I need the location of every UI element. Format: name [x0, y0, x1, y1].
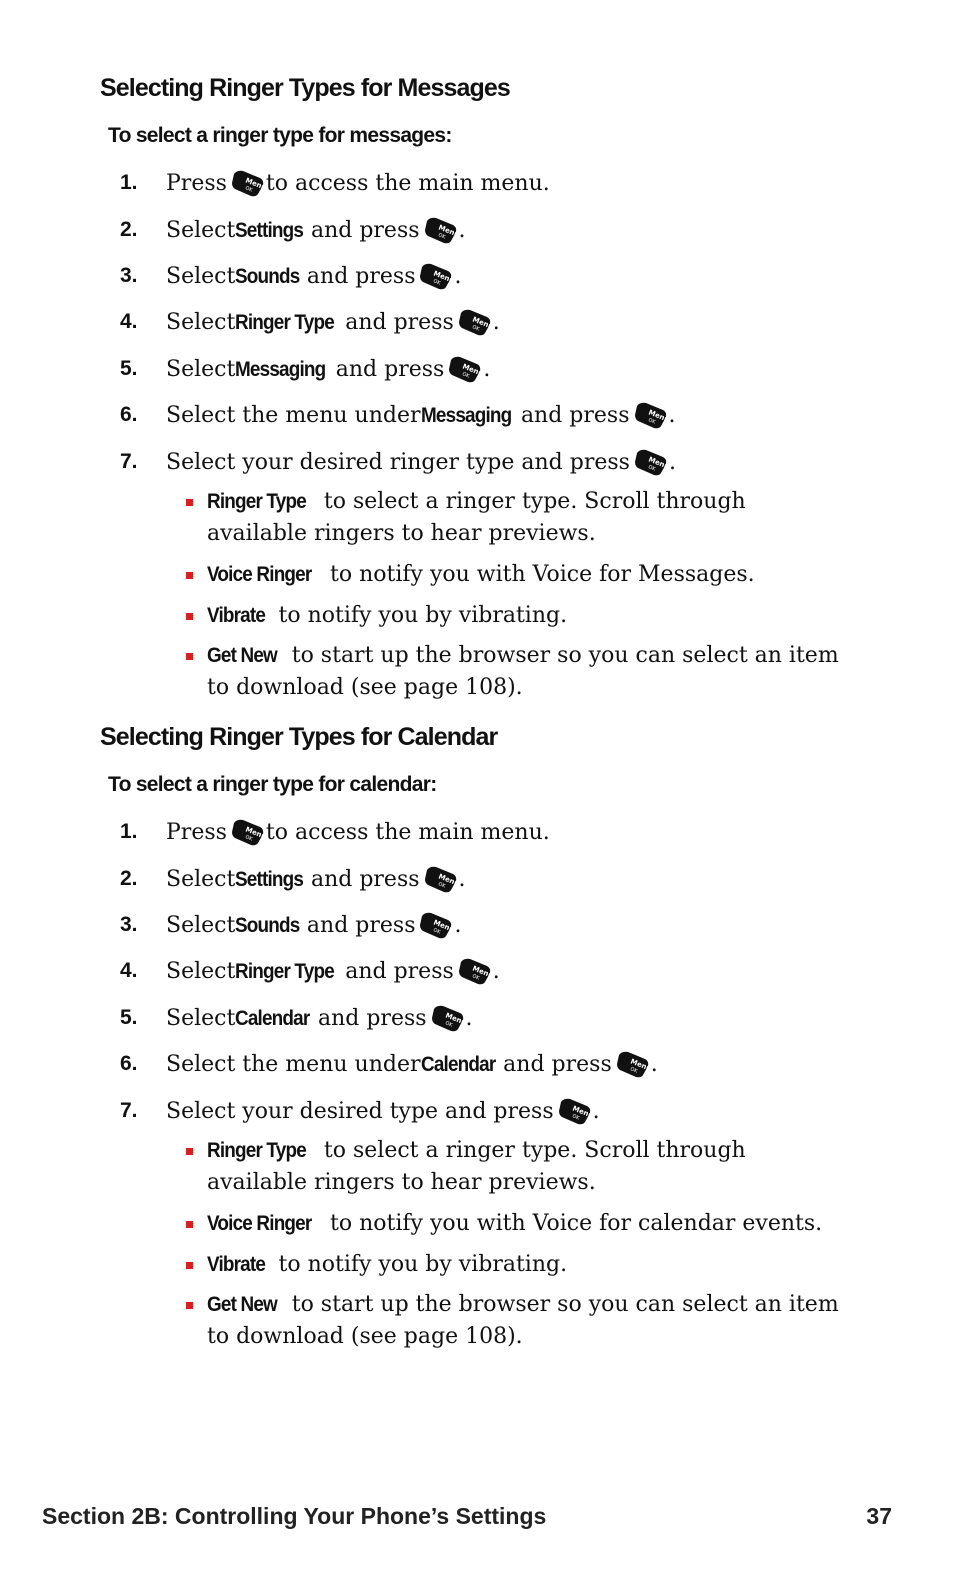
step-item [120, 352, 490, 386]
section-subheading: To select a ringer type for messages: [108, 124, 452, 147]
step-item [120, 259, 461, 293]
bullet-square-icon [186, 499, 193, 506]
step-text: and press [345, 958, 454, 984]
svg-text:OK: OK [432, 278, 442, 287]
step-item [120, 1047, 658, 1081]
svg-text:OK: OK [471, 973, 480, 982]
step-text: . [592, 1098, 600, 1124]
svg-text:Menu: Menu [461, 362, 483, 378]
bullet-text [207, 1208, 846, 1240]
keyword-wrap [235, 867, 311, 892]
step-text: and press [345, 309, 454, 335]
step-item [120, 908, 461, 942]
svg-text:Menu: Menu [432, 269, 454, 285]
svg-text:OK: OK [436, 232, 446, 241]
bullet-description: to notify you with Voice for Messages. [323, 562, 755, 587]
step-number: 7. [120, 450, 138, 473]
bullet-description: to notify you with Voice for calendar events. [323, 1211, 823, 1236]
menu-ok-key-icon [424, 215, 458, 245]
svg-text:OK: OK [570, 1113, 580, 1122]
bullet-text [207, 1249, 846, 1281]
step-text: . [492, 309, 500, 335]
svg-text:OK: OK [471, 324, 480, 333]
svg-text:OK: OK [244, 834, 254, 843]
step-text: and press [335, 356, 445, 382]
step-number: 5. [120, 357, 138, 380]
bullet-item [186, 600, 846, 632]
step-text: . [668, 449, 676, 475]
bullet-text [207, 600, 846, 632]
menu-item-keyword: Ringer Type [235, 959, 335, 983]
bullet-square-icon [186, 1148, 193, 1155]
step-number: 1. [120, 171, 138, 194]
section-heading: Selecting Ringer Types for Messages [100, 74, 510, 102]
keyword-wrap [235, 357, 335, 382]
bullet-item [186, 1249, 846, 1281]
menu-item-keyword: Messaging [420, 403, 511, 427]
step-text: . [483, 356, 491, 382]
bullet-text [207, 1135, 846, 1199]
step-text: Press [166, 170, 227, 196]
menu-item-keyword: Vibrate [207, 604, 266, 627]
step-text: Select [166, 356, 236, 382]
step-number: 4. [120, 310, 138, 333]
keyword-wrap [235, 959, 345, 984]
bullet-square-icon [186, 1262, 193, 1269]
step-text: Select [166, 866, 236, 892]
keyword-wrap [207, 1135, 317, 1167]
svg-text:OK: OK [461, 371, 471, 380]
step-number: 3. [120, 264, 138, 287]
step-item [120, 815, 550, 849]
menu-ok-key-icon [558, 1096, 592, 1126]
svg-text:OK: OK [647, 464, 657, 473]
step-text: Select the menu under [166, 1051, 421, 1077]
step-text: Select [166, 263, 236, 289]
menu-item-keyword: Get New [207, 1293, 277, 1316]
svg-text:OK: OK [436, 881, 446, 890]
svg-text:OK: OK [628, 1066, 638, 1075]
section-heading: Selecting Ringer Types for Calendar [100, 723, 498, 751]
svg-text:Menu: Menu [436, 223, 458, 239]
menu-item-keyword: Settings [235, 218, 304, 242]
svg-text:Menu: Menu [646, 408, 668, 424]
keyword-wrap [207, 1289, 285, 1321]
step-number: 2. [120, 867, 138, 890]
page-number: 37 [866, 1503, 892, 1529]
step-number: 2. [120, 218, 138, 241]
step-text: Select [166, 309, 236, 335]
keyword-wrap [235, 264, 307, 289]
menu-item-keyword: Ringer Type [235, 310, 335, 334]
menu-item-keyword: Messaging [235, 357, 326, 381]
step-text: Select [166, 912, 236, 938]
menu-ok-key-icon [458, 956, 492, 986]
menu-item-keyword: Calendar [235, 1006, 310, 1030]
bullet-description: to start up the browser so you can select an item to download (see page 108). [207, 1292, 839, 1349]
step-item [120, 1001, 473, 1035]
step-text: and press [306, 912, 416, 938]
menu-item-keyword: Voice Ringer [207, 563, 312, 586]
menu-ok-key-icon [419, 910, 453, 940]
menu-item-keyword: Sounds [235, 264, 300, 288]
menu-ok-key-icon [616, 1049, 650, 1079]
step-text: . [465, 1005, 473, 1031]
step-text: and press [310, 866, 420, 892]
svg-text:Menu: Menu [436, 872, 458, 888]
menu-item-keyword: Settings [235, 867, 304, 891]
step-text: Press [166, 819, 227, 845]
keyword-wrap [235, 310, 345, 335]
step-item [120, 954, 500, 988]
bullet-item [186, 1289, 846, 1353]
bullet-item [186, 1208, 846, 1240]
step-item [120, 305, 500, 339]
keyword-wrap [235, 913, 307, 938]
svg-text:Menu: Menu [570, 1104, 592, 1120]
menu-item-keyword: Get New [207, 644, 277, 667]
keyword-wrap [235, 218, 311, 243]
svg-text:Menu: Menu [432, 918, 454, 934]
menu-item-keyword: Sounds [235, 913, 300, 937]
svg-text:Menu: Menu [244, 176, 265, 192]
step-item [120, 1094, 600, 1128]
bullet-description: to start up the browser so you can select an item to download (see page 108). [207, 643, 839, 700]
menu-ok-key-icon [634, 400, 668, 430]
keyword-wrap [207, 1249, 272, 1281]
keyword-wrap [207, 1208, 323, 1240]
keyword-wrap [421, 403, 521, 428]
svg-text:OK: OK [244, 185, 254, 194]
step-text: and press [520, 402, 630, 428]
step-item [120, 213, 466, 247]
step-text: Select your desired type and press [166, 1098, 554, 1124]
footer-section-title: Section 2B: Controlling Your Phone’s Settings [42, 1503, 547, 1529]
step-text: to access the main menu. [265, 170, 550, 196]
keyword-wrap [207, 486, 317, 518]
step-text: . [650, 1051, 658, 1077]
bullet-description: to notify you by vibrating. [271, 603, 568, 628]
step-number: 7. [120, 1099, 138, 1122]
step-number: 4. [120, 959, 138, 982]
step-item [120, 398, 676, 432]
svg-text:Menu: Menu [471, 964, 492, 980]
step-text: . [458, 866, 466, 892]
svg-text:Menu: Menu [647, 455, 668, 471]
menu-item-keyword: Vibrate [207, 1253, 266, 1276]
menu-ok-key-icon [231, 168, 265, 198]
step-text: Select [166, 958, 236, 984]
menu-item-keyword: Voice Ringer [207, 1212, 312, 1235]
step-text: Select [166, 1005, 236, 1031]
svg-text:Menu: Menu [628, 1057, 650, 1073]
step-text: and press [503, 1051, 612, 1077]
step-text: and press [317, 1005, 427, 1031]
bullet-square-icon [186, 572, 193, 579]
svg-text:OK: OK [646, 417, 656, 426]
bullet-text [207, 559, 846, 591]
step-number: 6. [120, 1052, 138, 1075]
bullet-square-icon [186, 1302, 193, 1309]
bullet-square-icon [186, 653, 193, 660]
bullet-text [207, 1289, 846, 1353]
keyword-wrap [235, 1006, 318, 1031]
bullet-item [186, 1135, 846, 1199]
step-text: Select the menu under [166, 402, 421, 428]
menu-ok-key-icon [231, 817, 265, 847]
keyword-wrap [421, 1052, 504, 1077]
bullet-square-icon [186, 613, 193, 620]
section-subheading: To select a ringer type for calendar: [108, 773, 437, 796]
bullet-square-icon [186, 1221, 193, 1228]
step-text: . [454, 912, 462, 938]
bullet-item [186, 559, 846, 591]
step-text: to access the main menu. [265, 819, 550, 845]
step-item [120, 862, 466, 896]
step-text: Select [166, 217, 236, 243]
step-text: . [668, 402, 676, 428]
svg-text:Menu: Menu [443, 1011, 465, 1027]
svg-text:Menu: Menu [244, 825, 265, 841]
bullet-item [186, 486, 846, 550]
bullet-text [207, 486, 846, 550]
step-item [120, 166, 550, 200]
menu-ok-key-icon [634, 447, 668, 477]
svg-text:OK: OK [432, 927, 442, 936]
menu-ok-key-icon [419, 261, 453, 291]
step-text: Select your desired ringer type and press [166, 449, 630, 475]
step-text: . [492, 958, 500, 984]
bullet-description: to select a ringer type. Scroll through available ringers to hear previews. [207, 1138, 746, 1195]
step-text: . [458, 217, 466, 243]
menu-item-keyword: Calendar [420, 1052, 495, 1076]
menu-ok-key-icon [458, 307, 492, 337]
bullet-description: to select a ringer type. Scroll through available ringers to hear previews. [207, 489, 746, 546]
menu-item-keyword: Ringer Type [207, 1139, 306, 1162]
step-number: 6. [120, 403, 138, 426]
menu-ok-key-icon [448, 354, 482, 384]
bullet-item [186, 640, 846, 704]
menu-item-keyword: Ringer Type [207, 490, 306, 513]
bullet-description: to notify you by vibrating. [271, 1252, 568, 1277]
menu-ok-key-icon [424, 864, 458, 894]
step-item [120, 445, 676, 479]
step-number: 3. [120, 913, 138, 936]
keyword-wrap [207, 559, 323, 591]
step-text: and press [306, 263, 416, 289]
menu-ok-key-icon [431, 1003, 465, 1033]
keyword-wrap [207, 640, 285, 672]
svg-text:Menu: Menu [471, 315, 492, 331]
step-number: 1. [120, 820, 138, 843]
svg-text:OK: OK [443, 1020, 453, 1029]
step-text: . [454, 263, 462, 289]
keyword-wrap [207, 600, 272, 632]
step-number: 5. [120, 1006, 138, 1029]
step-text: and press [310, 217, 420, 243]
bullet-text [207, 640, 846, 704]
